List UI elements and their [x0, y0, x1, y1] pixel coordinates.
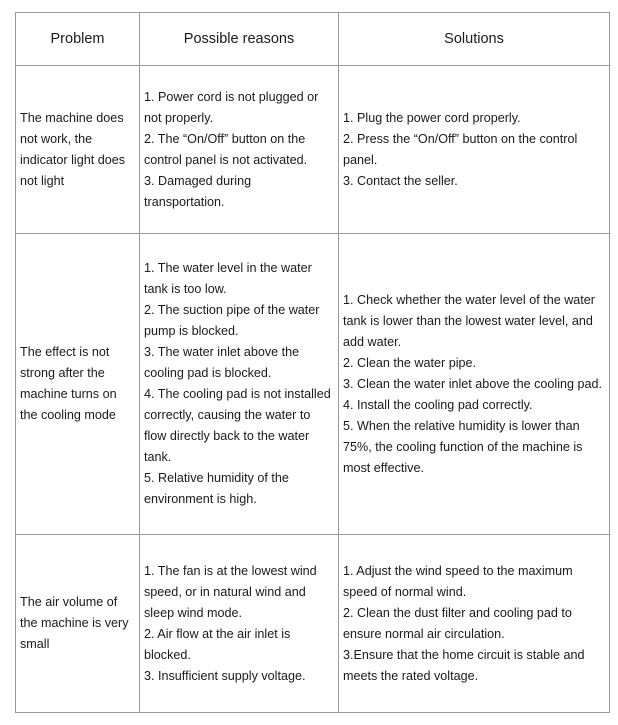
solutions-cell — [339, 535, 610, 713]
solution-item: 1. Check whether the water level of the water tank is lower than the lowest water level, and add water. — [343, 292, 599, 349]
reason-item: 3. The water inlet above the cooling pad is blocked. — [144, 345, 303, 380]
reason-item: 2. The “On/Off” button on the control panel is not activated. — [144, 131, 309, 167]
table-row — [16, 234, 610, 535]
reason-item: 2. The suction pipe of the water pump is blocked. — [144, 303, 323, 338]
solution-item: 1. Plug the power cord properly. — [343, 110, 521, 125]
solution-item: 3.Ensure that the home circuit is stable and meets the rated voltage. — [343, 647, 589, 683]
header-possible-reasons: Possible reasons — [140, 13, 339, 66]
header-row — [16, 13, 610, 66]
solution-item: 5. When the relative humidity is lower than 75%, the cooling function of the machine is most effective. — [343, 418, 586, 475]
reason-item: 3. Damaged during transportation. — [144, 173, 255, 209]
reason-item: 5. Relative humidity of the environment is high. — [144, 471, 293, 506]
solution-item: 1. Adjust the wind speed to the maximum speed of normal wind. — [343, 563, 577, 599]
header-problem: Problem — [16, 13, 140, 66]
problem-cell: The effect is not strong after the machine turns on the cooling mode — [16, 234, 140, 535]
table-header — [16, 13, 610, 66]
troubleshooting-table — [15, 12, 610, 713]
problem-cell: The air volume of the machine is very small — [16, 535, 140, 713]
solution-item: 2. Clean the dust filter and cooling pad to ensure normal air circulation. — [343, 605, 576, 641]
solution-item: 2. Press the “On/Off” button on the control panel. — [343, 131, 581, 167]
solution-item: 3. Contact the seller. — [343, 173, 458, 188]
reason-item: 3. Insufficient supply voltage. — [144, 668, 306, 683]
reason-item: 2. Air flow at the air inlet is blocked. — [144, 626, 294, 662]
solutions-cell — [339, 66, 610, 234]
header-solutions: Solutions — [339, 13, 610, 66]
table-row — [16, 66, 610, 234]
reason-item: 1. The water level in the water tank is too low. — [144, 261, 316, 296]
reason-item: 1. The fan is at the lowest wind speed, or in natural wind and sleep wind mode. — [144, 563, 321, 620]
reason-item: 1. Power cord is not plugged or not properly. — [144, 89, 322, 125]
solution-item: 3. Clean the water inlet above the cooling pad. — [343, 376, 603, 391]
solutions-cell — [339, 234, 610, 535]
reasons-cell — [140, 535, 339, 713]
problem-cell: The machine does not work, the indicator light does not light — [16, 66, 140, 234]
reasons-cell — [140, 66, 339, 234]
table-row — [16, 535, 610, 713]
reasons-cell — [140, 234, 339, 535]
solution-item: 4. Install the cooling pad correctly. — [343, 397, 533, 412]
solution-item: 2. Clean the water pipe. — [343, 355, 477, 370]
reason-item: 4. The cooling pad is not installed correctly, causing the water to flow directly back to the water tank. — [144, 387, 335, 464]
